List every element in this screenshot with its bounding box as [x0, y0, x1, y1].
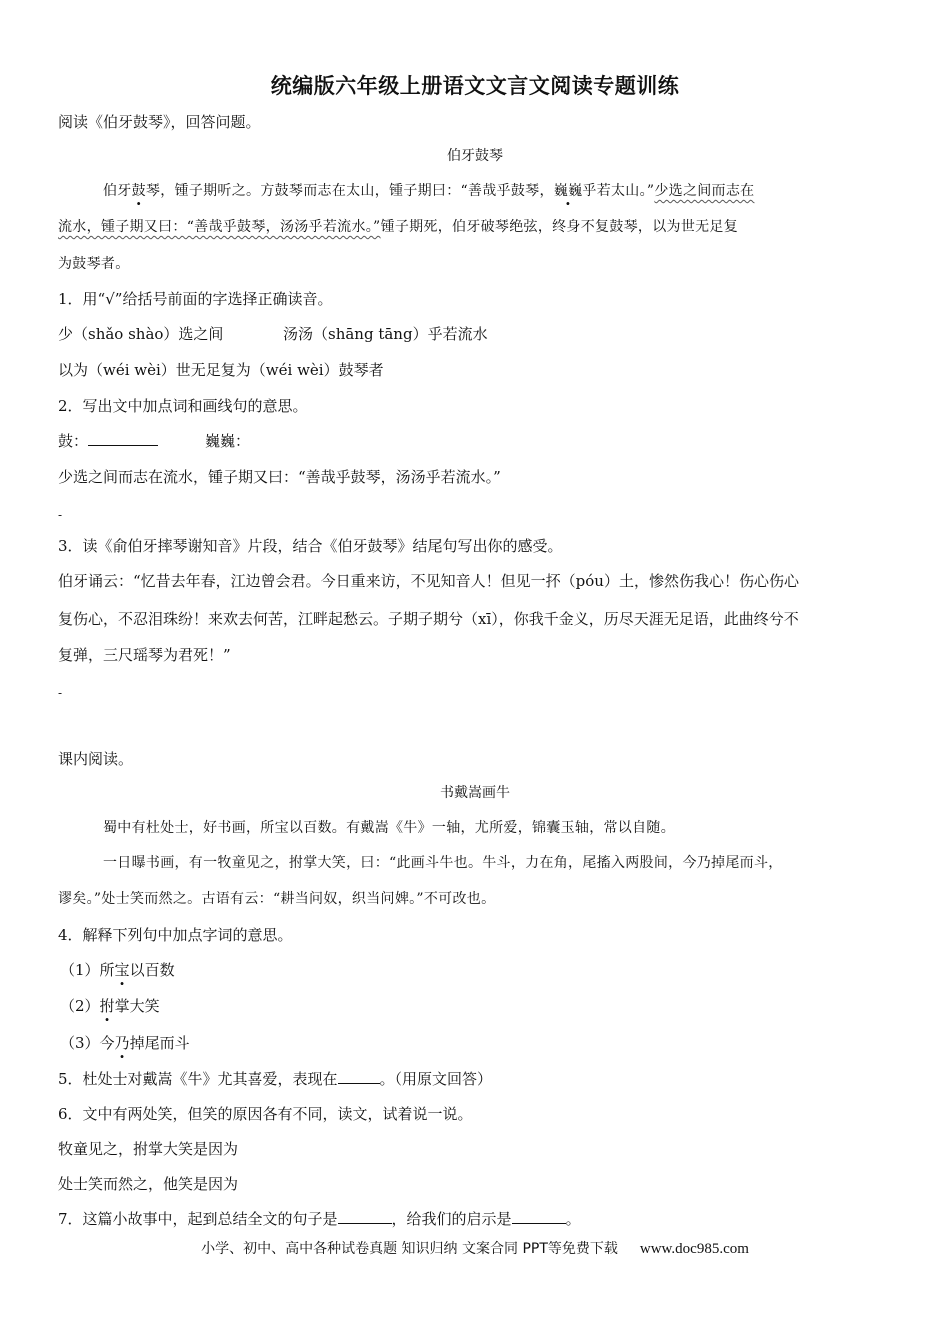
- question-2-item-c: 少选之间而志在流水，锺子期又曰：“善哉乎鼓琴，汤汤乎若流水。”: [58, 468, 501, 486]
- wavy-underlined-sentence: 流水，锺子期又曰：“善哉乎鼓琴，汤汤乎若流水。”: [58, 219, 381, 235]
- page-footer: [0, 1238, 950, 1258]
- text-run: 。: [565, 1210, 581, 1228]
- answer-placeholder-dash: -: [58, 686, 63, 700]
- text-run: 以百数: [129, 961, 175, 979]
- text-run: （1）所: [60, 961, 115, 979]
- question-3: 3．读《俞伯牙摔琴谢知音》片段，结合《伯牙鼓琴》结尾句写出你的感受。: [58, 537, 563, 555]
- text-run: 5．杜处士对戴嵩《牛》尤其喜爱，表现在: [58, 1070, 338, 1088]
- dotted-word-fu: 拊: [99, 997, 115, 1015]
- answer-blank[interactable]: [512, 1209, 566, 1224]
- answer-placeholder-dash: -: [58, 508, 63, 522]
- passage2-title: 书戴嵩画牛: [440, 785, 510, 801]
- passage1-line2: [58, 217, 738, 237]
- text-run: 掌大笑: [114, 997, 160, 1015]
- question-1-item-c: 以为（wéi wèi）世无足复为（wéi wèi）鼓琴者: [58, 361, 384, 379]
- passage1-line1: [103, 181, 754, 201]
- text-run: （2）: [60, 997, 100, 1015]
- text-run: 锺子期死，伯牙破琴绝弦，终身不复鼓琴，以为世无足复: [380, 219, 739, 235]
- question-2-item-a: [58, 431, 158, 451]
- question-5: [58, 1069, 492, 1089]
- question-2-item-b: 巍巍：: [205, 432, 251, 450]
- passage1-line3: 为鼓琴者。: [58, 256, 130, 272]
- question-3-quote-line1: 伯牙诵云：“忆昔去年春，江边曾会君。今日重来访，不见知音人！但见一抔（póu）土，惨然伤我心！伤心伤心: [58, 572, 799, 590]
- question-4: 4．解释下列句中加点字词的意思。: [58, 926, 293, 944]
- question-6-item-a: 牧童见之，拊掌大笑是因为: [58, 1140, 239, 1158]
- text-run: ，给我们的启示是: [391, 1210, 512, 1228]
- text-run: 乎若太山。”: [582, 183, 655, 199]
- passage2-line1: 蜀中有杜处士，好书画，所宝以百数。有戴嵩《牛》一轴，尤所爱，锦囊玉轴，常以自随。: [103, 820, 675, 836]
- question-1: 1．用“√”给括号前面的字选择正确读音。: [58, 290, 333, 308]
- text-run: 鼓：: [58, 432, 89, 450]
- footer-text: 小学、初中、高中各种试卷真题 知识归纳 文案合同 PPT等免费下载: [201, 1241, 618, 1257]
- answer-blank[interactable]: [338, 1069, 380, 1084]
- dotted-word-weiwei: 巍巍: [553, 183, 583, 199]
- passage2-line3: 谬矣。”处士笑而然之。古语有云：“耕当问奴，织当问婢。”不可改也。: [58, 891, 496, 907]
- text-run: 琴，锺子期听之。方鼓琴而志在太山，锺子期曰：“善哉乎鼓琴，: [145, 183, 554, 199]
- dotted-word-nai: 乃: [114, 1034, 130, 1052]
- question-6: 6．文中有两处笑，但笑的原因各有不同，读文，试着说一说。: [58, 1105, 473, 1123]
- answer-blank[interactable]: [338, 1209, 392, 1224]
- wavy-underlined-sentence: 少选之间而志在: [654, 183, 755, 199]
- dotted-word-bao: 宝: [114, 961, 130, 979]
- question-4-item-1: [60, 960, 175, 980]
- text-run: 掉尾而斗: [129, 1034, 190, 1052]
- question-3-quote-line3: 复弹，三尺瑶琴为君死！”: [58, 646, 231, 664]
- question-1-item-a: 少（shǎo shào）选之间: [58, 325, 224, 343]
- question-4-item-2: [60, 996, 160, 1016]
- text-run: （3）今: [60, 1034, 115, 1052]
- answer-blank[interactable]: [88, 431, 158, 446]
- text-run: 7．这篇小故事中，起到总结全文的句子是: [58, 1210, 338, 1228]
- text-run: 伯牙: [103, 183, 132, 199]
- section1-intro: 阅读《伯牙鼓琴》，回答问题。: [58, 113, 261, 131]
- dotted-word-gu: 鼓: [131, 183, 146, 199]
- question-6-item-b: 处士笑而然之，他笑是因为: [58, 1175, 239, 1193]
- question-4-item-3: [60, 1033, 190, 1053]
- question-7: [58, 1209, 581, 1229]
- question-3-quote-line2: 复伤心，不忍泪珠纷！来欢去何苦，江畔起愁云。子期子期兮（xī），你我千金义，历尽天涯无足语，此曲终兮不: [58, 610, 799, 628]
- question-1-item-b: 汤汤（shāng tāng）乎若流水: [283, 325, 488, 343]
- footer-url-link[interactable]: www.doc985.com: [639, 1241, 749, 1257]
- page-title: 统编版六年级上册语文文言文阅读专题训练: [270, 74, 680, 98]
- question-2: 2．写出文中加点词和画线句的意思。: [58, 397, 308, 415]
- text-run: 。（用原文回答）: [379, 1070, 493, 1088]
- section2-intro: 课内阅读。: [58, 750, 134, 768]
- passage2-line2: 一日曝书画，有一牧童见之，拊掌大笑，曰：“此画斗牛也。牛斗，力在角，尾搐入两股间，今乃掉尾而斗，: [103, 855, 783, 871]
- passage1-title: 伯牙鼓琴: [447, 148, 503, 164]
